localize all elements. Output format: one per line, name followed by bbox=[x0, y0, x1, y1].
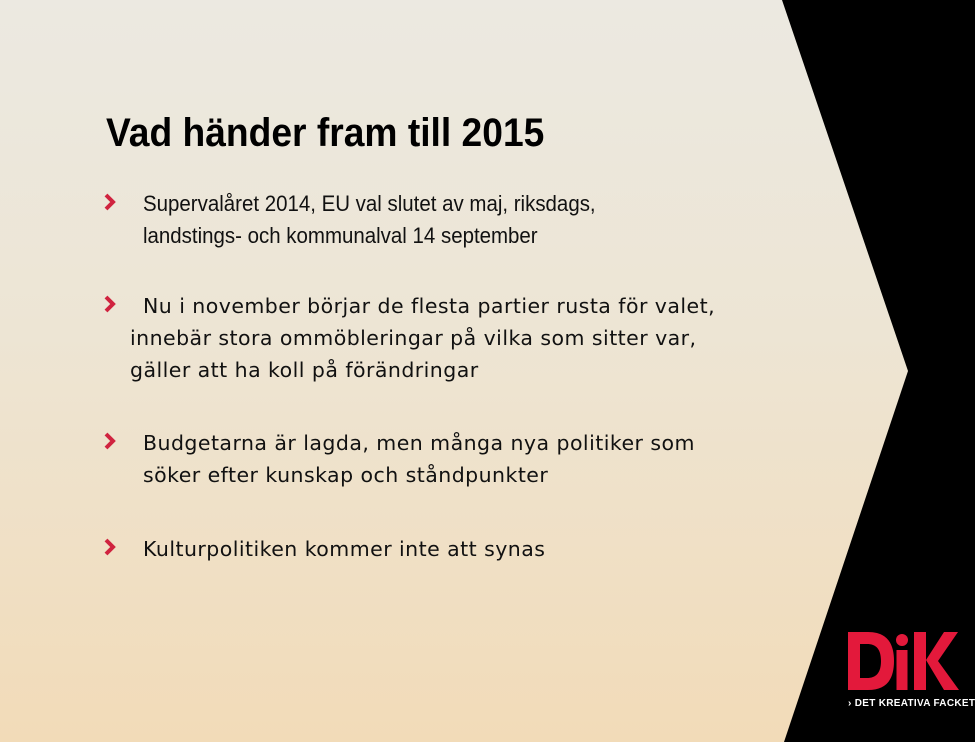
slide-title: Vad händer fram till 2015 bbox=[106, 111, 545, 155]
bullet-text: Nu i november börjar de flesta partier rusta för valet, innebär stora ommöbleringar på vilka som sitter var, gäller att ha koll på förändringar bbox=[130, 294, 716, 382]
chevron-right-icon bbox=[103, 432, 117, 450]
chevron-right-icon bbox=[103, 193, 117, 211]
bullet-text: Budgetarna är lagda, men många nya politiker som söker efter kunskap och ståndpunkter bbox=[143, 431, 695, 487]
chevron-right-icon bbox=[103, 295, 117, 313]
logo-tagline: › DET KREATIVA FACKET bbox=[848, 698, 975, 709]
bullet-text: Kulturpolitiken kommer inte att synas bbox=[143, 537, 546, 561]
chevron-right-icon bbox=[103, 538, 117, 556]
bullet-text: Supervalåret 2014, EU val slutet av maj, riksdags, landstings- och kommunalval 14 september bbox=[143, 191, 596, 248]
